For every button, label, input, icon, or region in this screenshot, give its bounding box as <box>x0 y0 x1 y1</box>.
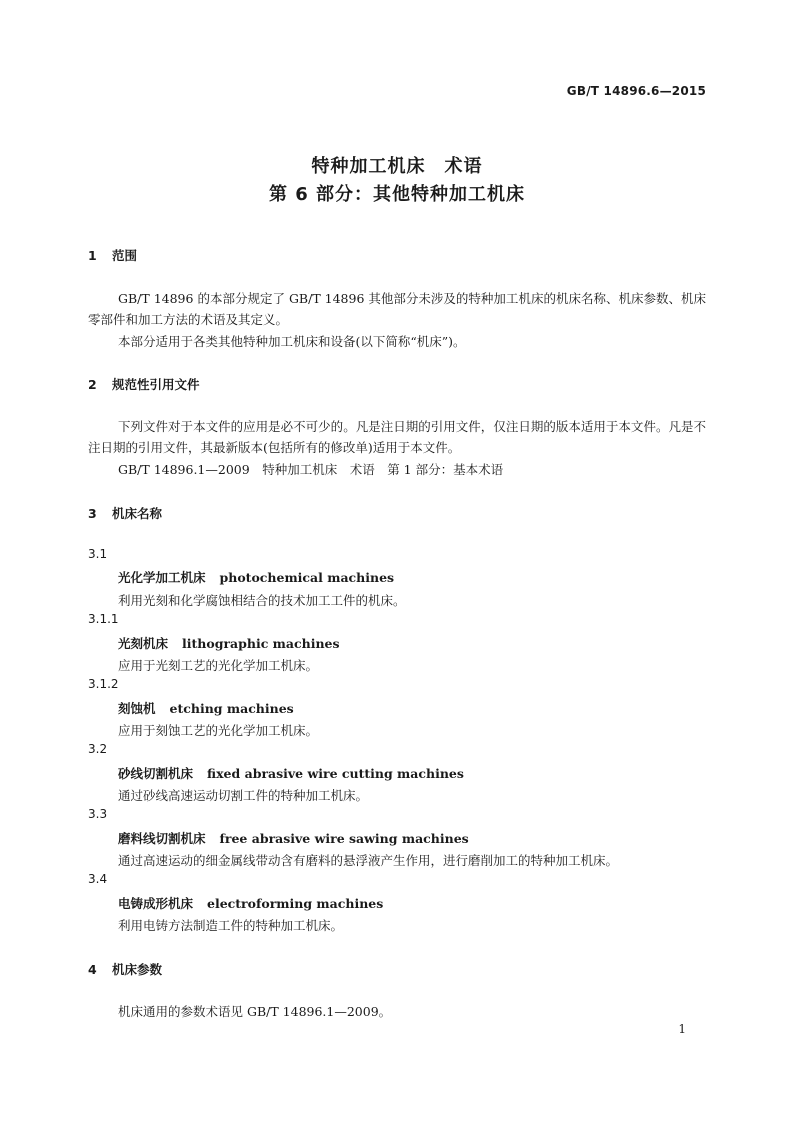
section-title: 机床参数 <box>112 962 163 977</box>
clause-number: 3.1 <box>88 547 108 561</box>
term-en: etching machines <box>169 701 294 716</box>
section-title: 规范性引用文件 <box>112 377 200 392</box>
section-title: 范围 <box>112 248 138 263</box>
term-zh: 光化学加工机床 <box>118 570 206 585</box>
term-definition: 应用于刻蚀工艺的光化学加工机床。 <box>118 723 319 738</box>
clause-number: 3.2 <box>88 742 108 756</box>
term-entry <box>118 764 464 782</box>
section-2-heading <box>88 375 200 393</box>
section-1-heading <box>88 246 137 264</box>
term-en: fixed abrasive wire cutting machines <box>207 766 464 781</box>
term-definition: 通过高速运动的细金属线带动含有磨料的悬浮液产生作用，进行磨削加工的特种加工机床。 <box>118 853 619 868</box>
section-1-paragraph-2: 本部分适用于各类其他特种加工机床和设备(以下简称“机床”)。 <box>118 334 466 349</box>
section-4-paragraph-1: 机床通用的参数术语见 GB/T 14896.1—2009。 <box>118 1004 392 1019</box>
term-entry <box>118 699 294 717</box>
term-en: free abrasive wire sawing machines <box>219 831 469 846</box>
normative-reference: GB/T 14896.1—2009 特种加工机床 术语 第 1 部分：基本术语 <box>118 462 504 477</box>
section-title: 机床名称 <box>112 506 163 521</box>
term-en: photochemical machines <box>219 570 395 585</box>
section-4-heading <box>88 960 162 978</box>
clause-number: 3.4 <box>88 872 108 886</box>
section-1-paragraph-1: GB/T 14896 的本部分规定了 GB/T 14896 其他部分未涉及的特种加工机床的机床名称、机床参数、机床零部件和加工方法的术语及其定义。 <box>88 291 706 327</box>
term-zh: 刻蚀机 <box>118 701 156 716</box>
term-definition: 通过砂线高速运动切割工件的特种加工机床。 <box>118 788 369 803</box>
document-title-line1: 特种加工机床 术语 <box>311 156 483 177</box>
term-entry <box>118 634 340 652</box>
term-en: lithographic machines <box>182 636 340 651</box>
section-2-paragraph-1: 下列文件对于本文件的应用是必不可少的。凡是注日期的引用文件，仅注日期的版本适用于本文件。凡是不注日期的引用文件，其最新版本(包括所有的修改单)适用于本文件。 <box>88 419 706 455</box>
section-number: 1 <box>88 248 97 263</box>
term-definition: 应用于光刻工艺的光化学加工机床。 <box>118 658 319 673</box>
page-number: 1 <box>678 1022 686 1036</box>
term-entry <box>118 829 469 847</box>
document-title-line2: 第 6 部分：其他特种加工机床 <box>268 184 526 205</box>
term-entry <box>118 568 394 586</box>
term-definition: 利用电铸方法制造工件的特种加工机床。 <box>118 918 344 933</box>
section-number: 4 <box>88 962 97 977</box>
term-zh: 磨料线切割机床 <box>118 831 206 846</box>
section-number: 3 <box>88 506 97 521</box>
clause-number: 3.1.1 <box>88 612 119 626</box>
clause-number: 3.1.2 <box>88 677 119 691</box>
term-zh: 光刻机床 <box>118 636 169 651</box>
section-3-heading <box>88 504 162 522</box>
term-entry <box>118 894 383 912</box>
term-zh: 砂线切割机床 <box>118 766 194 781</box>
term-en: electroforming machines <box>207 896 384 911</box>
term-definition: 利用光刻和化学腐蚀相结合的技术加工工件的机床。 <box>118 593 406 608</box>
section-number: 2 <box>88 377 97 392</box>
term-zh: 电铸成形机床 <box>118 896 194 911</box>
clause-number: 3.3 <box>88 807 108 821</box>
standard-code: GB/T 14896.6—2015 <box>566 84 706 98</box>
